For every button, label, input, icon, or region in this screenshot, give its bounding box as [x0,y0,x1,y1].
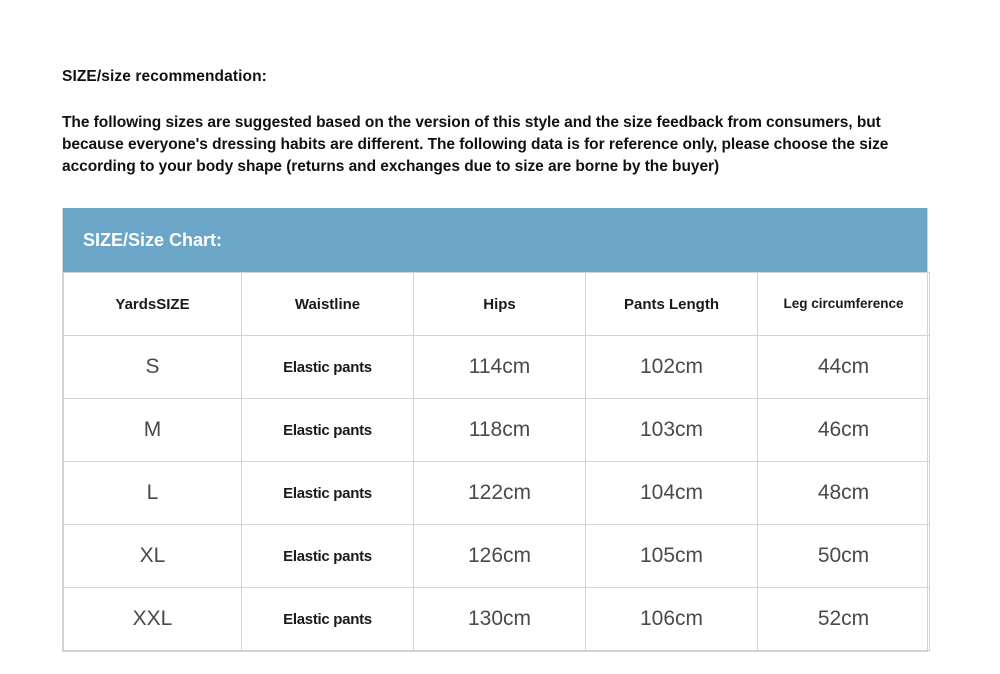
column-header-pants-length: Pants Length [586,273,758,336]
cell-hips: 122cm [414,462,586,525]
cell-pants-length: 103cm [586,399,758,462]
cell-pants-length: 102cm [586,336,758,399]
cell-leg-circumference: 48cm [758,462,930,525]
cell-size: L [64,462,242,525]
size-chart-table [63,272,930,651]
intro-paragraph: The following sizes are suggested based on the version of this style and the size feedback from consumers, but because everyone's dressing habits are different. The following data is for reference only, please choose the size according to your body shape (returns and exchanges due to size are borne by the buyer) [62,114,889,175]
cell-waistline: Elastic pants [242,462,414,525]
cell-leg-circumference: 44cm [758,336,930,399]
size-chart-header: SIZE/Size Chart: [63,208,927,272]
cell-hips: 118cm [414,399,586,462]
cell-waistline: Elastic pants [242,525,414,588]
cell-pants-length: 104cm [586,462,758,525]
cell-pants-length: 106cm [586,588,758,651]
table-header-row [64,273,930,336]
cell-size: M [64,399,242,462]
table-row [64,525,930,588]
cell-leg-circumference: 50cm [758,525,930,588]
cell-leg-circumference: 52cm [758,588,930,651]
cell-hips: 130cm [414,588,586,651]
cell-hips: 114cm [414,336,586,399]
size-chart-container [62,208,928,652]
cell-hips: 126cm [414,525,586,588]
cell-size: S [64,336,242,399]
column-header-hips: Hips [414,273,586,336]
column-header-yards-size: YardsSIZE [64,273,242,336]
column-header-leg-circumference: Leg circumference [758,273,930,336]
column-header-waistline: Waistline [242,273,414,336]
table-row [64,399,930,462]
table-row [64,336,930,399]
table-row [64,462,930,525]
cell-waistline: Elastic pants [242,399,414,462]
cell-size: XL [64,525,242,588]
cell-size: XXL [64,588,242,651]
cell-waistline: Elastic pants [242,336,414,399]
cell-pants-length: 105cm [586,525,758,588]
page-title: SIZE/size recommendation: [62,68,267,85]
cell-waistline: Elastic pants [242,588,414,651]
cell-leg-circumference: 46cm [758,399,930,462]
table-row [64,588,930,651]
